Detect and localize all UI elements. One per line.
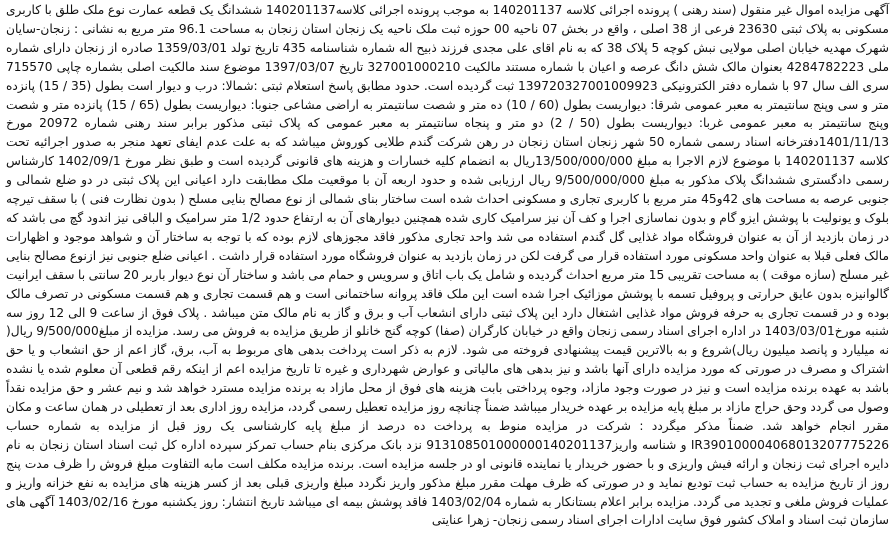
auction-notice-text: آگهی مزایده اموال غیر منقول (سند رهنی ) پرونده اجرائی کلاسه 140201137 به موجب پرونده اجرائی کلاسه140201137 ششدانگ یک قطعه عمارت نوع ملک طلق با کاربری مسکونی به پلاک ثبتی 23630 فرعی از 38 اصلی ، واقع در بخش 07 ناحیه 00 حوزه ثبت ملک ناحیه یک زنجان استان زنجان به مساحت 96.1 متر مربع به نشانی : زنجان-سایان شهرک مهدیه خیابان اصلی مولایی نبش کوچه 5 پلاک 38 که به نام اقای علی مجدی فرزند ذبیح اله شماره شناسنامه 435 تاریخ تولد 1359/03/01 صادره از زنجان دارای شماره ملی 4284782223 بعنوان مالک شش دانگ عرصه و اعیان با شماره مستند مالکیت 327001000210 تاریخ 1397/03/07 موضوع سند مالکیت اصلی بشماره چاپی 715570 سری الف سال 97 با شماره دفتر الکترونیکی 139720327001009923 ثبت گردیده است. حدود مطابق پاسخ استعلام ثبتی :شمالا: درب و دیوار است بطول (35 / 15) پانزده متر و سی وپنج سانتیمتر به معبر عمومی شرقا: دیواریست بطول (60 / 10) ده متر و شصت سانتیمتر به اراضی مشاعی جنوبا: دیواریست بطول (65 / 15) پانزده متر و شصت وپنج سانتیمتر به معبر عمومی غربا: دیواریست بطول (50 / 2) دو متر و پنجاه سانتیمتر به معبر عمومی که پلاک ثبتی مذکور برابر سند رهنی شماره 20972 مورخ 1401/11/13دفترخانه اسناد رسمی شماره 50 شهر زنجان استان زنجان در رهن شرکت گندم طلایی کوروش میباشد که به علت عدم ایفای تعهد منجر به صدور اجرائیه تحت کلاسه 140201137 با موضوع لازم الاجرا به مبلغ 13/500/000/000ریال به انضمام کلیه خسارات و هزینه های قانونی گردیده است و طبق نظر مورخ 1402/09/1 کارشناس رسمی دادگستری ششدانگ پلاک مذکور به مبلغ 9/500/000/000 ریال ارزیابی شده و حدود اربعه آن با موقعیت ملک مطابقت دارد اعیانی این پلاک ثبتی در دو ضلع شمالی و جنوبی عرصه به مساحت های 42و45 متر مربع با کاربری تجاری و مسکونی احداث شده است ساختار بنای شمالی از نوع مصالح بنایی مسلح ( بدون نظارت فنی ) با سقف تیرچه بلوک و یونولیت با پوشش ایزو گام و بدون نماسازی اجرا و کف آن نیز سرامیک کاری شده همچنین دیوارهای آن به ارتفاع حدود 1/2 متر سرامیک و الباقی نیز اندود گچ می باشد که در زمان بازدید از آن به عنوان فروشگاه مواد غذایی گل گندم استفاده می شد واحد تجاری مذکور فاقد مجوزهای لازم بوده که با توجه به ساختار آن و شواهد موجود و اظهارات مالک فعلی قبلا به عنوان واحد مسکونی مورد استفاده قرار می گرفت لکن در زمان بازدید به عنوان فروشگاه مورد استفاده قرار داشت . اعیانی ضلع جنوبی نیز ازنوع مصالح بنایی غیر مسلح (سازه موقت ) به مساحت تقریبی 15 متر مربع احداث گردیده و شامل یک باب اتاق و سرویس و حمام می باشد و ساختار آن نوع دیوار باربر 20 سانتی با سقف ایرانیت گالوانیزه بدون عایق حرارتی و پروفیل تسمه با پوشش موزائیک اجرا شده است این ملک فاقد پروانه ساختمانی است و هم قسمت تجاری و هم قسمت مسکونی در تصرف مالک بوده و در قسمت تجاری به حرفه فروش مواد غذایی اشتغال دارد این پلاک ثبتی دارای انشعاب آب و برق و گاز به نام مالک متن میباشد . پلاک فوق از ساعت 9 الی 12 روز سه شنبه مورخ1403/03/01 در اداره اجرای اسناد رسمی زنجان واقع در خیابان کارگران (صفا) کوچه گنج خانلو از طریق مزایده به فروش می رسد. مزایده از مبلغ9/500/000 ریال( نه میلیارد و پانصد میلیون ریال)شروع و به بالاترین قیمت پیشنهادی فروخته می شود. لازم به ذکر است پرداخت بدهی های مربوط به آب، برق، گاز اعم از حق انشعاب و یا حق اشتراک و مصرف در صورتی که مورد مزایده دارای آنها باشد و نیز بدهی های مالیاتی و عوارض شهرداری و غیره تا تاریخ مزایده اعم از اینکه رقم قطعی آن معلوم شده یا نشده باشد به عهده برنده مزایده است و نیز در صورت وجود مازاد، وجوه پرداختی بابت هزینه های فوق از محل مازاد به برنده مزایده مسترد خواهد شد و نیم عشر و حق مزایده نقداً وصول می گردد وحق حراج مازاد بر مبلغ پایه مزایده بر عهده خریدار میباشد ضمناً چنانچه روز مزایده تعطیل رسمی گردد، مزایده روز اداری بعد از تعطیلی در همان ساعت و مکان مقرر انجام خواهد شد. ضمناً مذکر میگردد : شرکت در مزایده منوط به پرداخت ده درصد از مبلغ پایه کارشناسی یک روز قبل از مزایده به شماره حساب IR390100004068013207775226 و شناسه واریز913108501000000140201137 نزد بانک مرکزی بنام حساب تمرکز سپرده اداره کل ثبت اسناد استان زنجان به نام دایره اجرای ثبت زنجان و ارائه فیش واریزی و با حضور خریدار یا نماینده قانونی او در جلسه مزایده است. برنده مزایده مکلف است مابه التفاوت مبلغ فروش را ظرف مدت پنج روز از تاریخ مزایده به حساب ثبت تودیع نماید و در صورتی که ظرف مهلت مقرر مبلغ مذکور واریز نگردد مبلغ واریزی قبلی بعد از کسر هزینه های مزایده به نفع خزانه واریز و عملیات فروش ملغی و تجدید می گردد. مزایده برابر اعلام بستانکار به شماره 1403/02/04 فاقد پوشش بیمه ای میباشد تاریخ انتشار: روز یکشنبه مورخ 1403/02/16 آگهی های سازمان ثبت اسناد و املاک کشور فوق سایت ادارات اجرای اسناد رسمی زنجان- زهرا عنایتی [6, 3, 890, 528]
